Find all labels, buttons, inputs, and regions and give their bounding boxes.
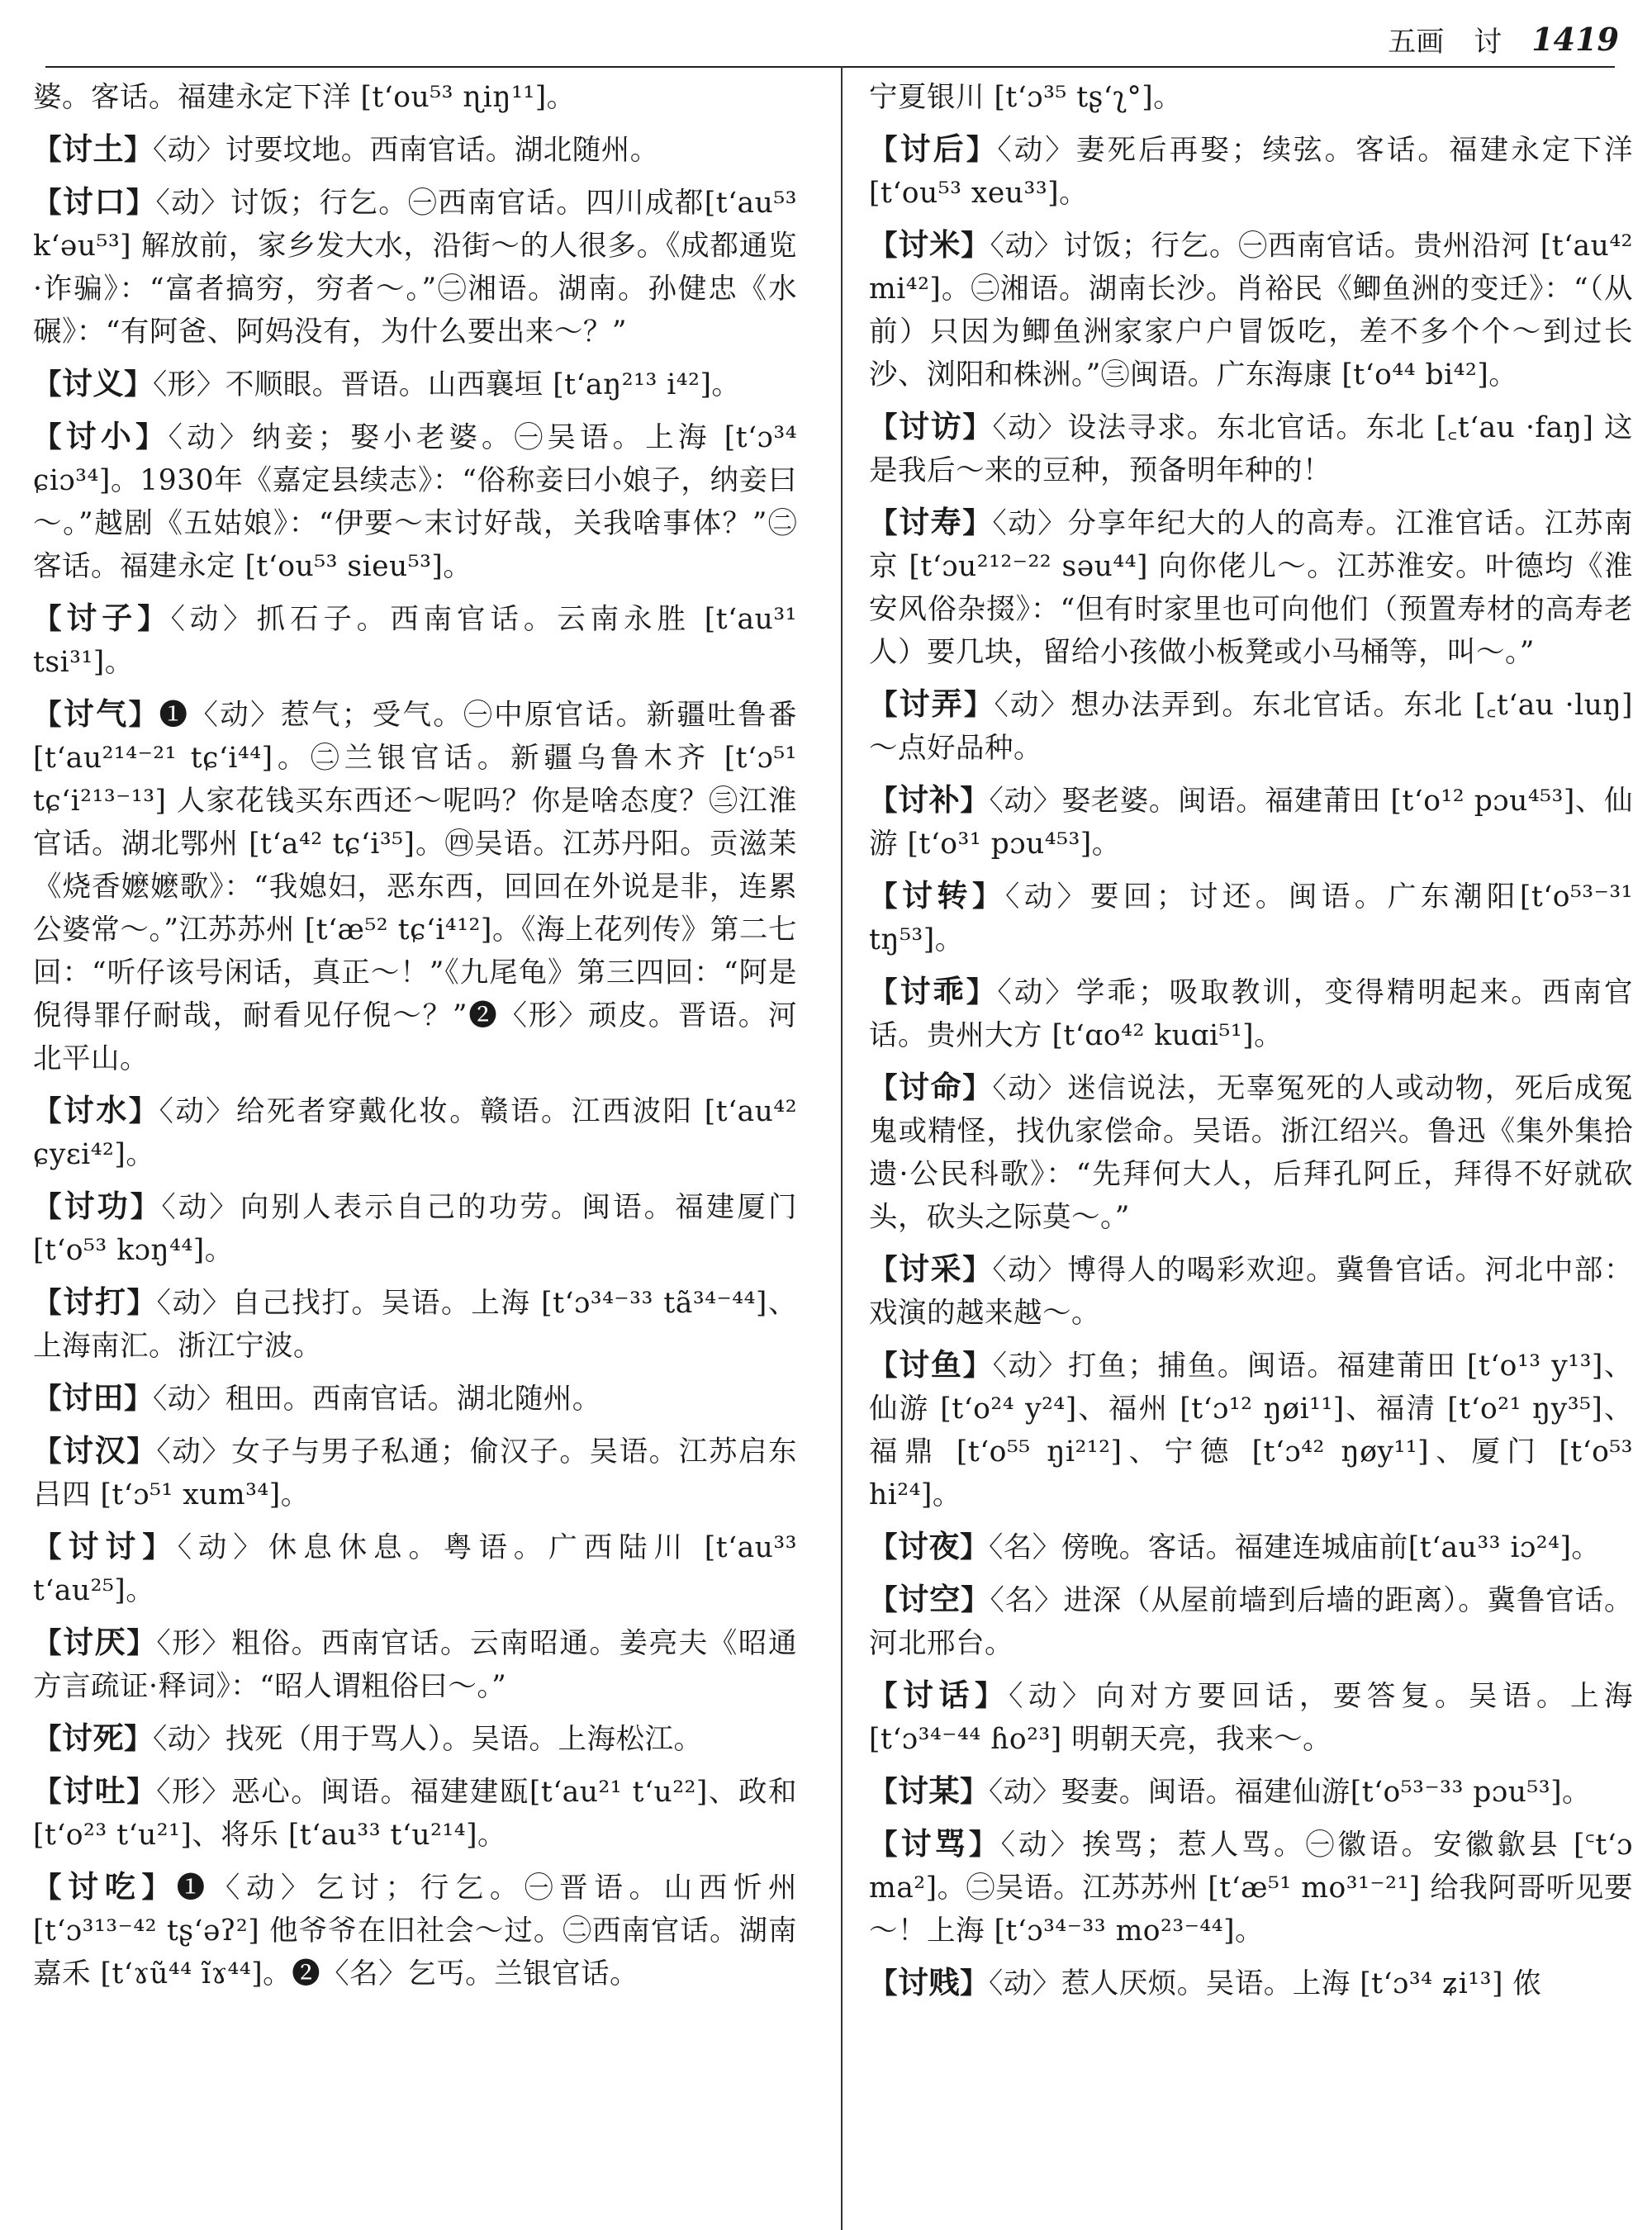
entry-definition: 〈动〉自己找打。吴语。上海 [tʻɔ³⁴⁻³³ tã³⁴⁻⁴⁴]、上海南汇。浙江宁波。 — [33, 1287, 798, 1363]
headword-open-bracket: 【 — [33, 134, 62, 167]
entry-definition: 〈名〉进深（从屋前墙到后墙的距离）。冀鲁官话。河北邢台。 — [869, 1584, 1634, 1660]
headword: 讨乖 — [900, 973, 966, 1009]
headword-close-bracket: 】 — [124, 1383, 153, 1416]
headword-close-bracket: 】 — [963, 689, 995, 722]
dictionary-entry — [869, 405, 1633, 492]
headword-close-bracket: 】 — [128, 1095, 159, 1128]
headword-close-bracket: 】 — [962, 411, 993, 444]
dictionary-entry — [33, 1089, 797, 1176]
entry-definition: 〈形〉不顺眼。晋语。山西襄垣 [tʻaŋ²¹³ i⁴²]。 — [153, 368, 741, 401]
headword-open-bracket: 【 — [33, 368, 62, 401]
headword-close-bracket: 】 — [962, 507, 993, 540]
headword: 讨气 — [63, 695, 129, 732]
headword-close-bracket: 】 — [975, 1680, 1009, 1713]
headword-open-bracket: 【 — [33, 603, 67, 636]
dictionary-entry — [33, 1716, 797, 1761]
headword-close-bracket: 】 — [960, 1531, 989, 1564]
headword: 讨转 — [902, 877, 973, 913]
entry-definition: 〈动〉娶妻。闽语。福建仙游[tʻo⁵³⁻³³ pɔu⁵³]。 — [989, 1776, 1592, 1809]
headword: 讨死 — [62, 1720, 124, 1756]
entry-definition: 〈形〉粗俗。西南官话。云南昭通。姜亮夫《昭通方言疏证·释词》：“昭人谓粗俗曰～。” — [33, 1627, 798, 1703]
headword-open-bracket: 【 — [869, 1350, 900, 1383]
headword-close-bracket: 】 — [124, 368, 153, 401]
headword-close-bracket: 】 — [135, 421, 169, 454]
headword: 讨某 — [898, 1772, 960, 1809]
entry-definition: 〈动〉分享年纪大的人的高寿。江淮官话。江苏南京 [tʻɔu²¹²⁻²² səu⁴⁴] 向你佬儿～。江苏淮安。叶德均《淮安风俗杂掇》：“但有时家里也可向他们（预置寿材的高寿老人）要几块，留给小孩做小板凳或小马桶等，叫～。” — [869, 507, 1634, 669]
headword-close-bracket: 】 — [124, 1723, 153, 1756]
headword-open-bracket: 【 — [33, 699, 64, 732]
headword-open-bracket: 【 — [33, 1531, 69, 1564]
headword: 讨访 — [899, 408, 963, 444]
dictionary-entry — [33, 1620, 797, 1708]
headword-open-bracket: 【 — [869, 230, 899, 263]
headword: 讨后 — [900, 130, 966, 167]
headword-open-bracket: 【 — [869, 1072, 900, 1105]
headword-close-bracket: 】 — [137, 603, 171, 636]
headword-open-bracket: 【 — [869, 1531, 898, 1564]
dictionary-entry — [869, 778, 1633, 866]
headword: 讨补 — [898, 781, 961, 818]
headword-close-bracket: 】 — [126, 1776, 157, 1809]
headword-close-bracket: 】 — [960, 1776, 989, 1809]
headword-close-bracket: 】 — [124, 134, 153, 167]
headword-open-bracket: 【 — [33, 421, 66, 454]
entry-definition: 〈动〉惹人厌烦。吴语。上海 [tʻɔ³⁴ ʑi¹³] 侬 — [989, 1967, 1542, 2000]
headword: 讨米 — [898, 226, 961, 263]
dictionary-entry — [869, 501, 1633, 674]
dictionary-entry — [33, 1865, 797, 1995]
left-column — [33, 76, 797, 2004]
entry-definition: 〈动〉迷信说法，无辜冤死的人或动物，死后成冤鬼或精怪，找仇家偿命。吴语。浙江绍兴。鲁迅《集外集拾遗·公民科歌》：“先拜何大人，后拜孔阿丘，拜得不好就砍头，砍头之际莫～。” — [869, 1072, 1634, 1234]
headword: 讨鱼 — [899, 1346, 963, 1383]
headword: 讨吃 — [68, 1868, 142, 1905]
headword: 讨寿 — [899, 504, 963, 540]
headword-open-bracket: 【 — [33, 1627, 64, 1660]
entry-definition: 〈动〉女子与男子私通；偷汉子。吴语。江苏启东吕四 [tʻɔ⁵¹ xum³⁴]。 — [33, 1435, 798, 1511]
headword-open-bracket: 【 — [33, 1095, 64, 1128]
dictionary-entry — [869, 1673, 1633, 1761]
headword-close-bracket: 】 — [966, 976, 998, 1009]
headword: 讨吐 — [63, 1772, 127, 1809]
entry-definition: 〈动〉妻死后再娶；续弦。客话。福建永定下洋 [tʻou⁵³ xeu³³]。 — [869, 134, 1633, 210]
entry-definition: ❶〈动〉乞讨；行乞。㊀晋语。山西忻州 [tʻɔ³¹³⁻⁴² tʂʻəʔ²] 他爷爷在旧社会～过。㊁西南官话。湖南嘉禾 [tʻɤũ⁴⁴ ĩɤ⁴⁴]。❷〈名〉乞丐。兰银官话。 — [33, 1872, 798, 1990]
dictionary-entry — [33, 596, 797, 684]
headword-close-bracket: 】 — [128, 699, 159, 732]
headword-open-bracket: 【 — [869, 880, 903, 913]
headword-open-bracket: 【 — [869, 134, 900, 167]
dictionary-entry — [33, 1429, 797, 1516]
dictionary-entry — [33, 362, 797, 406]
entry-definition: 〈动〉设法寻求。东北官话。东北 [꜀tʻau ·faŋ] 这是我后～来的豆种，预备明年种的！ — [869, 411, 1634, 487]
entry-definition: 〈动〉娶老婆。闽语。福建莆田 [tʻo¹² pɔu⁴⁵³]、仙游 [tʻo³¹ pɔu⁴⁵³]。 — [869, 785, 1634, 861]
headword: 讨口 — [62, 183, 126, 220]
dictionary-entry — [869, 874, 1633, 961]
headword: 讨土 — [62, 130, 124, 167]
headword-open-bracket: 【 — [869, 1967, 898, 2000]
dictionary-entry — [869, 1961, 1633, 2005]
entry-definition: 〈动〉给死者穿戴化妆。赣语。江西波阳 [tʻau⁴² ɕyɛi⁴²]。 — [33, 1095, 798, 1171]
headword: 讨话 — [903, 1677, 976, 1713]
headword: 讨功 — [64, 1188, 131, 1224]
dictionary-entry — [869, 682, 1633, 770]
dictionary-entry — [33, 415, 797, 588]
headword-open-bracket: 【 — [33, 1435, 64, 1468]
dictionary-entry — [33, 1376, 797, 1421]
entry-definition: 〈动〉学乖；吸取教训，变得精明起来。西南官话。贵州大方 [tʻɑo⁴² kuɑi⁵¹]。 — [869, 976, 1633, 1052]
headword-open-bracket: 【 — [869, 411, 900, 444]
headword-close-bracket: 】 — [130, 1191, 162, 1224]
page-number: 1419 — [1531, 20, 1619, 58]
dictionary-entry — [869, 1343, 1633, 1516]
headword-close-bracket: 】 — [961, 230, 990, 263]
entry-definition: 〈动〉想办法弄到。东北官话。东北 [꜀tʻau ·luŋ] ～点好品种。 — [869, 689, 1634, 765]
headword-close-bracket: 】 — [962, 1350, 993, 1383]
headword-close-bracket: 】 — [966, 134, 998, 167]
dictionary-entry — [33, 127, 797, 172]
headword-open-bracket: 【 — [869, 785, 899, 818]
entry-definition: ❶〈动〉惹气；受气。㊀中原官话。新疆吐鲁番 [tʻau²¹⁴⁻²¹ tɕʻi⁴⁴]。㊁兰银官话。新疆乌鲁木齐 [tʻɔ⁵¹ tɕʻi²¹³⁻¹³] 人家花钱买东西还～呢吗？你是啥态度？㊂江淮官话。湖北鄂州 [tʻa⁴² tɕʻi³⁵]。㊃吴语。江苏丹阳。贡滋苿《烧香嬷嬷歌》：“我媳妇，恶东西，回回在外说是非，连累公婆常～。”江苏苏州 [tʻæ⁵² tɕʻi⁴¹²]。《海上花列传》第二七回：“听仔该号闲话，真正～！”《九尾龟》第三四回：“阿是倪得罪仔耐哉，耐看见仔倪～？”❷〈形〉顽皮。晋语。河北平山。 — [33, 699, 797, 1075]
entry-definition: 〈动〉讨饭；行乞。㊀西南官话。贵州沿河 [tʻau⁴² mi⁴²]。㊁湘语。湖南长沙。肖裕民《鲫鱼洲的变迁》：“（从前）只因为鲫鱼洲家家户户冒饭吃，差不多个个～到过长沙、浏阳和株洲。”㊂闽语。广东海康 [tʻo⁴⁴ bi⁴²]。 — [869, 230, 1634, 391]
entry-continuation — [869, 76, 1633, 119]
headword-open-bracket: 【 — [33, 187, 63, 220]
entry-definition: 〈动〉纳妾；娶小老婆。㊀吴语。上海 [tʻɔ³⁴ ɕiɔ³⁴]。1930年《嘉定县续志》：“俗称妾曰小娘子，纳妾曰～。”越剧《五姑娘》：“伊要～末讨好哉，关我啥事体？”㊁客话。福建永定 [tʻou⁵³ sieu⁵³]。 — [33, 421, 798, 583]
header-character: 讨 — [1474, 25, 1502, 59]
headword-open-bracket: 【 — [869, 689, 900, 722]
dictionary-entry — [869, 223, 1633, 396]
right-column — [869, 76, 1633, 2014]
headword: 讨汉 — [63, 1432, 127, 1468]
entry-definition: 〈动〉打鱼；捕鱼。闽语。福建莆田 [tʻo¹³ y¹³]、仙游 [tʻo²⁴ y²⁴]、福州 [tʻɔ¹² ŋøi¹¹]、福清 [tʻo²¹ ŋy³⁵]、福鼎 [tʻo⁵⁵ ŋi²¹²]、宁德 [tʻɔ⁴² ŋøy¹¹]、厦门 [tʻo⁵³ hi²⁴]。 — [869, 1350, 1634, 1511]
headword: 讨水 — [63, 1092, 129, 1128]
section-label: 五画 — [1388, 25, 1445, 59]
headword-close-bracket: 】 — [126, 187, 156, 220]
headword-open-bracket: 【 — [869, 1776, 898, 1809]
headword-open-bracket: 【 — [33, 1776, 64, 1809]
headword: 讨骂 — [900, 1825, 969, 1862]
entry-definition: 〈动〉讨要坟地。西南官话。湖北随州。 — [153, 134, 659, 167]
headword-open-bracket: 【 — [33, 1723, 62, 1756]
headword-close-bracket: 】 — [968, 1829, 1001, 1862]
headword: 讨夜 — [898, 1528, 960, 1564]
dictionary-entry — [33, 1525, 797, 1612]
headword-close-bracket: 】 — [961, 1584, 990, 1617]
entry-definition: 〈动〉博得人的喝彩欢迎。冀鲁官话。河北中部：戏演的越来越～。 — [869, 1254, 1634, 1330]
entry-definition: 〈动〉要回；讨还。闽语。广东潮阳[tʻo⁵³⁻³¹ tŋ⁵³]。 — [869, 880, 1634, 956]
headword-open-bracket: 【 — [869, 1584, 899, 1617]
headword: 讨弄 — [899, 686, 964, 722]
column-divider — [841, 66, 843, 2230]
headword-close-bracket: 】 — [142, 1531, 178, 1564]
entry-definition: 〈动〉抓石子。西南官话。云南永胜 [tʻau³¹ tsi³¹]。 — [33, 603, 797, 679]
headword: 讨田 — [62, 1379, 124, 1416]
dictionary-entry — [869, 1247, 1633, 1335]
entry-definition: 〈动〉讨饭；行乞。㊀西南官话。四川成都[tʻau⁵³ kʻəu⁵³] 解放前，家乡发大水，沿街～的人很多。《成都通览·诈骗》：“富者搞穷，穷者～。”㊁湘语。湖南。孙健忠《水碾》：“有阿爸、阿妈没有，为什么要出来～？” — [33, 187, 798, 349]
entry-definition: 〈形〉恶心。闽语。福建建瓯[tʻau²¹ tʻu²²]、政和 [tʻo²³ tʻu²¹]、将乐 [tʻau³³ tʻu²¹⁴]。 — [33, 1776, 798, 1852]
headword-open-bracket: 【 — [33, 1191, 64, 1224]
dictionary-entry — [33, 1184, 797, 1272]
headword-open-bracket: 【 — [869, 1254, 900, 1287]
headword-close-bracket: 】 — [962, 1254, 993, 1287]
headword: 讨小 — [65, 418, 135, 454]
header-rule — [45, 66, 1615, 68]
entry-definition: 〈动〉挨骂；惹人骂。㊀徽语。安徽歙县 [꜂tʻɔ ma²]。㊁吴语。江苏苏州 [tʻæ⁵¹ mo³¹⁻²¹] 给我阿哥听见要～！上海 [tʻɔ³⁴⁻³³ mo²³⁻⁴⁴]。 — [869, 1829, 1633, 1948]
dictionary-entry — [869, 1578, 1633, 1665]
dictionary-entry — [33, 1280, 797, 1368]
headword-close-bracket: 】 — [141, 1872, 177, 1905]
dictionary-entry — [33, 180, 797, 353]
headword-open-bracket: 【 — [33, 1287, 64, 1320]
headword-open-bracket: 【 — [869, 507, 900, 540]
headword-close-bracket: 】 — [960, 1967, 989, 2000]
headword-close-bracket: 】 — [126, 1627, 157, 1660]
dictionary-entry — [33, 1769, 797, 1857]
page-header — [1272, 18, 1619, 59]
entry-definition: 〈名〉傍晚。客话。福建连城庙前[tʻau³³ iɔ²⁴]。 — [989, 1531, 1601, 1564]
entry-definition: 〈动〉向对方要回话，要答复。吴语。上海 [tʻɔ³⁴⁻⁴⁴ ɦo²³] 明朝天亮，我来～。 — [869, 1680, 1634, 1756]
headword-open-bracket: 【 — [33, 1383, 62, 1416]
headword-open-bracket: 【 — [869, 1680, 904, 1713]
headword: 讨采 — [899, 1250, 963, 1287]
dictionary-entry — [869, 970, 1633, 1057]
headword: 讨空 — [898, 1581, 961, 1617]
headword: 讨义 — [62, 365, 124, 401]
headword-close-bracket: 】 — [960, 785, 990, 818]
headword-open-bracket: 【 — [869, 1829, 901, 1862]
dictionary-entry — [869, 1525, 1633, 1569]
entry-definition: 婆。客话。福建永定下洋 [tʻou⁵³ ɳiŋ¹¹]。 — [33, 81, 576, 114]
entry-definition: 〈动〉休息休息。粤语。广西陆川 [tʻau³³ tʻau²⁵]。 — [33, 1531, 798, 1607]
entry-definition: 宁夏银川 [tʻɔ³⁵ tʂʻʅ°]。 — [869, 81, 1183, 114]
dictionary-entry — [869, 127, 1633, 215]
headword: 讨打 — [63, 1283, 127, 1320]
dictionary-entry — [33, 692, 797, 1080]
entry-definition: 〈动〉向别人表示自己的功劳。闽语。福建厦门 [tʻo⁵³ kɔŋ⁴⁴]。 — [33, 1191, 797, 1267]
dictionary-entry — [869, 1065, 1633, 1239]
entry-continuation — [33, 76, 797, 119]
entry-definition: 〈动〉租田。西南官话。湖北随州。 — [153, 1383, 601, 1416]
headword-close-bracket: 】 — [962, 1072, 993, 1105]
dictionary-entry — [869, 1822, 1633, 1952]
headword: 讨厌 — [63, 1624, 127, 1660]
headword: 讨命 — [899, 1069, 963, 1105]
entry-definition: 〈动〉找死（用于骂人）。吴语。上海松江。 — [153, 1723, 703, 1756]
headword-close-bracket: 】 — [972, 880, 1006, 913]
headword-open-bracket: 【 — [869, 976, 900, 1009]
headword-close-bracket: 】 — [126, 1435, 157, 1468]
dictionary-entry — [869, 1769, 1633, 1814]
headword-close-bracket: 】 — [126, 1287, 157, 1320]
headword: 讨贱 — [898, 1964, 960, 2000]
headword: 讨讨 — [68, 1528, 143, 1564]
headword-open-bracket: 【 — [33, 1872, 69, 1905]
headword: 讨子 — [66, 600, 138, 636]
